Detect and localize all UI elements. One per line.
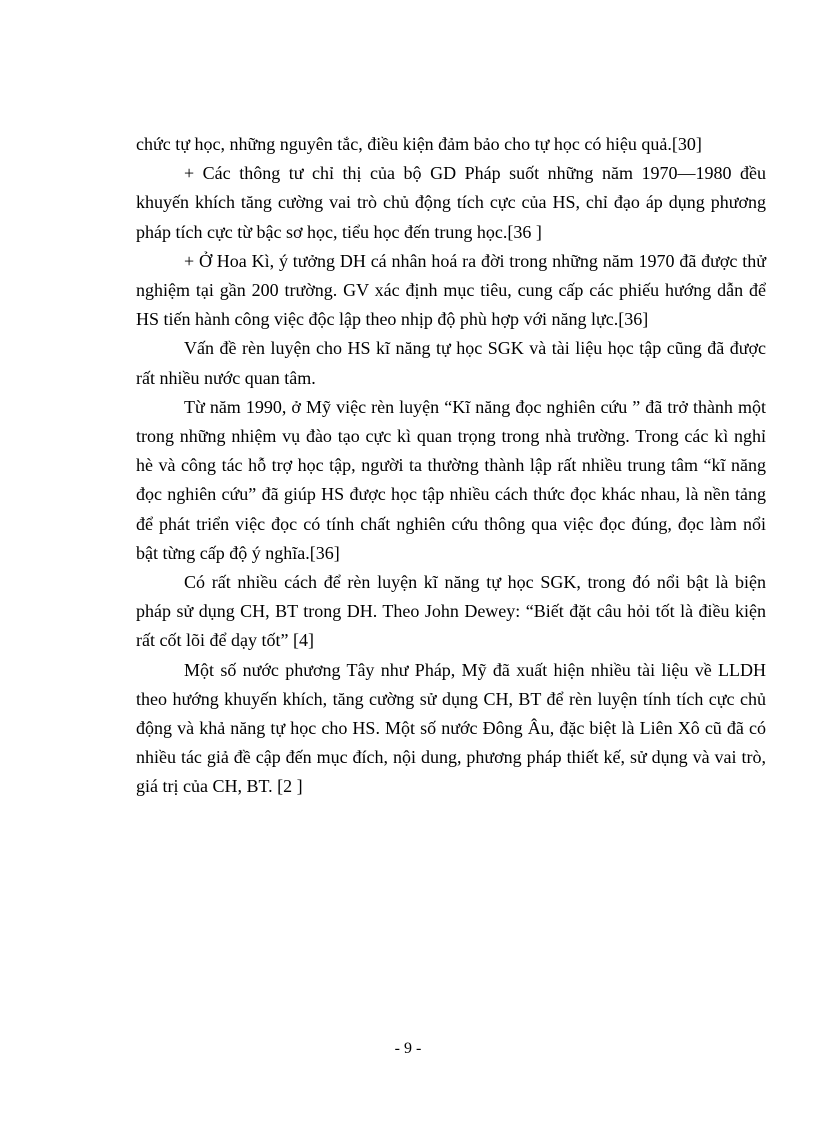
paragraph-usa-individualized: + Ở Hoa Kì, ý tưởng DH cá nhân hoá ra đời trong những năm 1970 đã được thử nghiệm tại gần 200 trường. GV xác định mục tiêu, cung cấp các phiếu hướng dẫn để HS tiến hành công việc độc lập theo nhịp độ phù hợp với năng lực.[36] xyxy=(136,250,766,330)
body-text xyxy=(136,130,766,802)
paragraph-western-countries: Một số nước phương Tây như Pháp, Mỹ đã xuất hiện nhiều tài liệu về LLDH theo hướng khuyến khích, tăng cường sử dụng CH, BT để rèn luyện tính tích cực chủ động và khả năng tự học cho HS. Một số nước Đông Âu, đặc biệt là Liên Xô cũ đã có nhiều tác giả đề cập đến mục đích, nội dung, phương pháp thiết kế, sử dụng và vai trò, giá trị của CH, BT. [2 ] xyxy=(136,659,766,797)
paragraph-textbook-skills: Vấn đề rèn luyện cho HS kĩ năng tự học SGK và tài liệu học tập cũng đã được rất nhiều nước quan tâm. xyxy=(136,338,766,388)
paragraph-france-circulars: + Các thông tư chỉ thị của bộ GD Pháp suốt những năm 1970—1980 đều khuyến khích tăng cường vai trò chủ động tích cực của HS, chỉ đạo áp dụng phương pháp tích cực từ bậc sơ học, tiểu học đến trung học.[36 ] xyxy=(136,163,766,242)
paragraph-reading-research: Từ năm 1990, ở Mỹ việc rèn luyện “Kĩ năng đọc nghiên cứu ” đã trở thành một trong những nhiệm vụ đào tạo cực kì quan trọng trong nhà trường. Trong các kì nghỉ hè và công tác hỗ trợ học tập, người ta thường thành lập rất nhiều trung tâm “kĩ năng đọc nghiên cứu” đã giúp HS được học tập nhiều cách thức đọc khác nhau, là nền tảng để phát triển việc đọc có tính chất nghiên cứu thông qua việc đọc đúng, đọc làm nổi bật từng cấp độ ý nghĩa.[36] xyxy=(136,396,766,563)
page-number: - 9 - xyxy=(394,1040,422,1057)
paragraph-continuation: chức tự học, những nguyên tắc, điều kiện đảm bảo cho tự học có hiệu quả.[30] xyxy=(136,134,702,154)
paragraph-dewey-quote: Có rất nhiều cách để rèn luyện kĩ năng tự học SGK, trong đó nổi bật là biện pháp sử dụng CH, BT trong DH. Theo John Dewey: “Biết đặt câu hỏi tốt là điều kiện rất cốt lõi để dạy tốt” [4] xyxy=(136,572,766,651)
